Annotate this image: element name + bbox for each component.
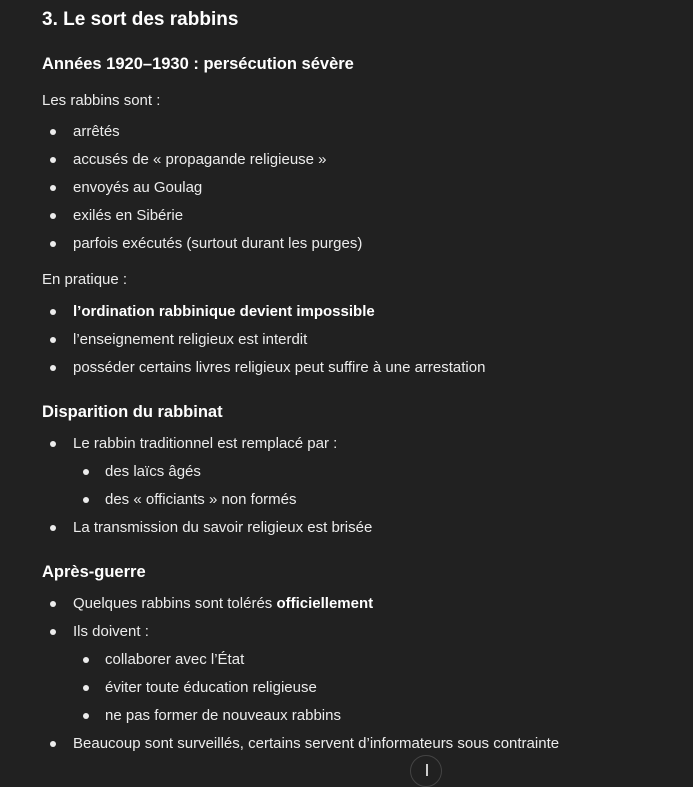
nested-list — [73, 646, 682, 730]
section-title: 3. Le sort des rabbins — [42, 9, 239, 30]
paragraph: En pratique : — [42, 271, 128, 288]
list-item: arrêtés — [42, 118, 682, 146]
list-item-text: Ils doivent : — [73, 623, 149, 640]
list-item-text: Le rabbin traditionnel est remplacé par : — [73, 435, 338, 452]
list-item — [42, 618, 682, 730]
list-item — [42, 298, 682, 326]
list-item: des « officiants » non formés — [73, 486, 682, 514]
assistant-message — [42, 0, 682, 758]
list-item: ne pas former de nouveaux rabbins — [73, 702, 682, 730]
bold-text: l’ordination rabbinique devient impossible — [73, 303, 375, 320]
list-item: exilés en Sibérie — [42, 202, 682, 230]
list-persecution — [42, 118, 682, 258]
list-item: La transmission du savoir religieux est brisée — [42, 514, 682, 542]
subheading-disparition: Disparition du rabbinat — [42, 403, 223, 421]
list-item: envoyés au Goulag — [42, 174, 682, 202]
list-item — [42, 590, 682, 618]
subheading-persecution: Années 1920–1930 : persécution sévère — [42, 55, 354, 73]
bold-text: officiellement — [276, 595, 374, 612]
list-item: posséder certains livres religieux peut suffire à une arrestation — [42, 354, 682, 382]
paragraph: Les rabbins sont : — [42, 92, 161, 109]
list-apres-guerre — [42, 590, 682, 758]
scroll-to-bottom-button[interactable] — [410, 755, 442, 787]
list-practice — [42, 298, 682, 382]
list-item: collaborer avec l’État — [73, 646, 682, 674]
list-item: l’enseignement religieux est interdit — [42, 326, 682, 354]
list-item: accusés de « propagande religieuse » — [42, 146, 682, 174]
list-item — [42, 430, 682, 514]
list-item: parfois exécutés (surtout durant les purges) — [42, 230, 682, 258]
list-item-text: Quelques rabbins sont tolérés — [73, 595, 277, 612]
list-item: éviter toute éducation religieuse — [73, 674, 682, 702]
list-item: Beaucoup sont surveillés, certains servent d’informateurs sous contrainte — [42, 730, 682, 758]
list-disparition — [42, 430, 682, 542]
list-item: des laïcs âgés — [73, 458, 682, 486]
subheading-apres-guerre: Après-guerre — [42, 563, 146, 581]
nested-list — [73, 458, 682, 514]
